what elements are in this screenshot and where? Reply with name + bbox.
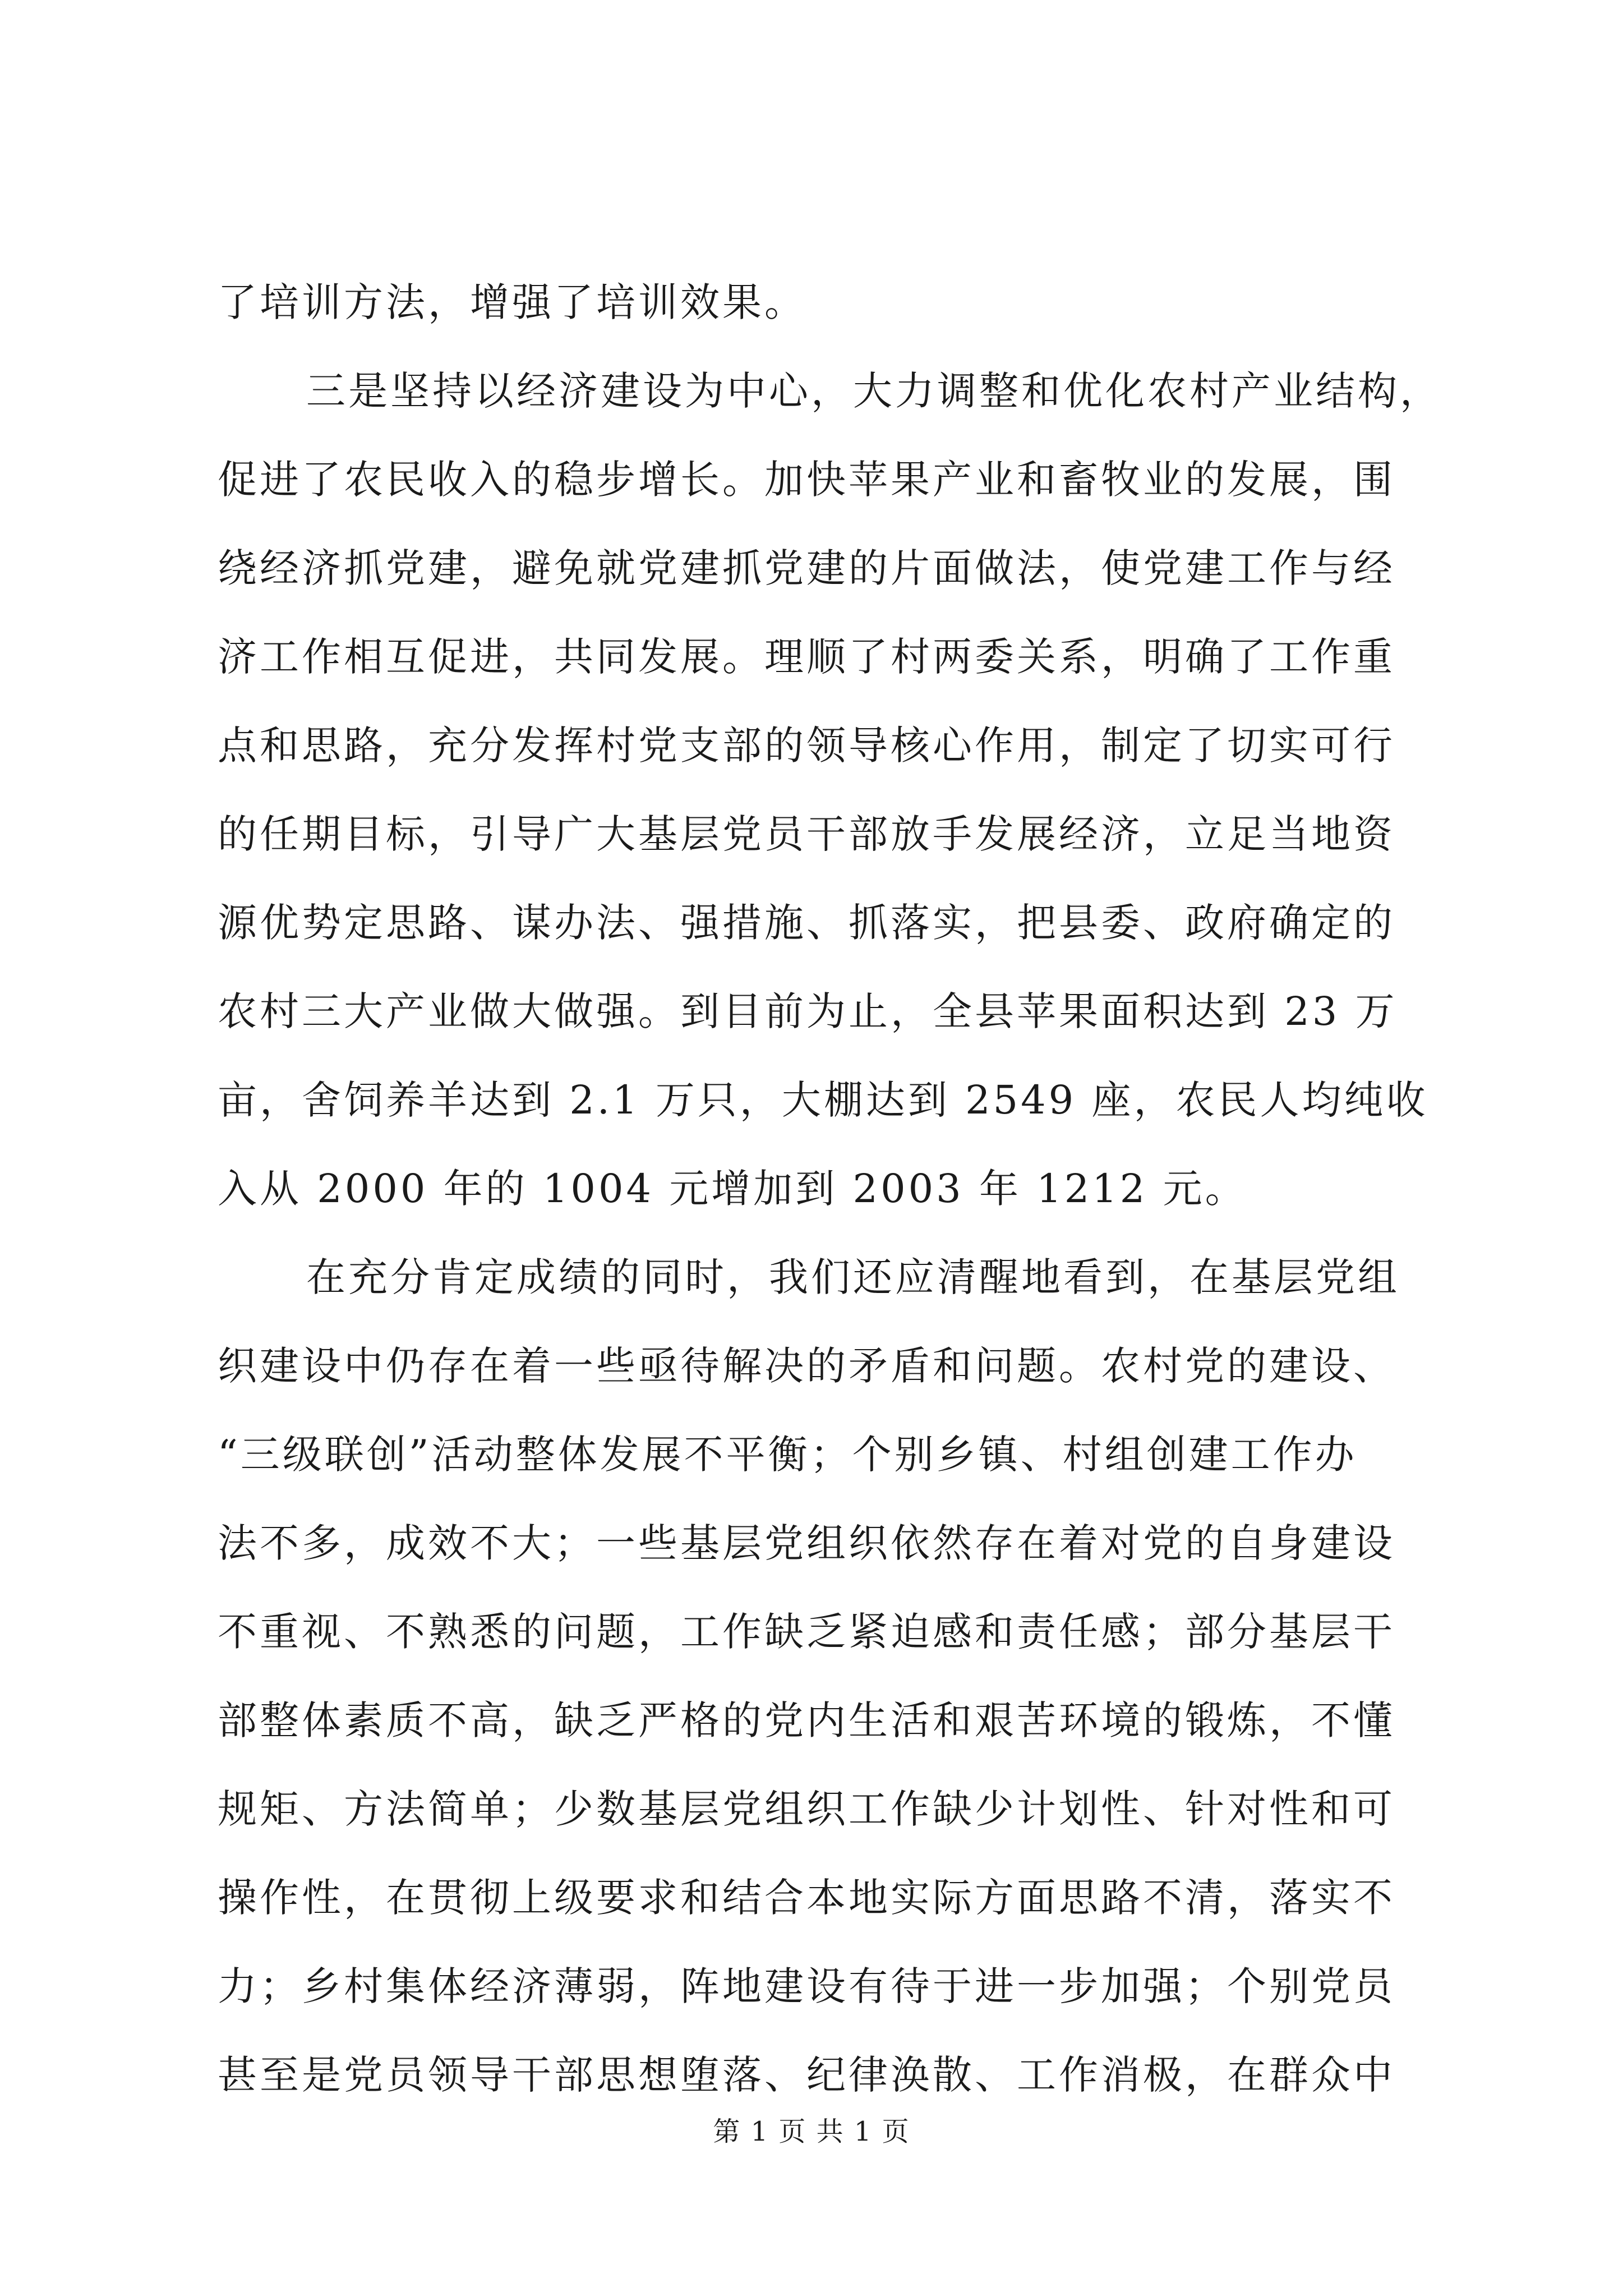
text-line: 不重视、不熟悉的问题，工作缺乏紧迫感和责任感；部分基层干 bbox=[218, 1609, 1395, 1655]
text-line: 源优势定思路、谋办法、强措施、抓落实，把县委、政府确定的 bbox=[218, 900, 1395, 946]
text-line: 规矩、方法简单；少数基层党组织工作缺少计划性、针对性和可 bbox=[218, 1786, 1395, 1832]
text-line: 入从 2000 年的 1004 元增加到 2003 年 1212 元。 bbox=[218, 1166, 1247, 1212]
paragraph-start-line: 在充分肯定成绩的同时，我们还应清醒地看到，在基层党组 bbox=[306, 1254, 1400, 1300]
text-line: 法不多，成效不大；一些基层党组织依然存在着对党的自身建设 bbox=[218, 1520, 1395, 1566]
text-line: 绕经济抓党建，避免就党建抓党建的片面做法，使党建工作与经 bbox=[218, 545, 1395, 591]
text-line: “三级联创”活动整体发展不平衡；个别乡镇、村组创建工作办 bbox=[218, 1432, 1357, 1478]
document-body bbox=[218, 258, 1451, 2119]
text-line: 部整体素质不高，缺乏严格的党内生活和艰苦环境的锻炼，不懂 bbox=[218, 1697, 1395, 1743]
text-line: 促进了农民收入的稳步增长。加快苹果产业和畜牧业的发展，围 bbox=[218, 457, 1395, 503]
text-line: 的任期目标，引导广大基层党员干部放手发展经济，立足当地资 bbox=[218, 811, 1395, 857]
text-line: 点和思路，充分发挥村党支部的领导核心作用，制定了切实可行 bbox=[218, 723, 1395, 769]
text-line: 甚至是党员领导干部思想堕落、纪律涣散、工作消极，在群众中 bbox=[218, 2052, 1395, 2098]
text-line: 了培训方法，增强了培训效果。 bbox=[218, 279, 806, 325]
page-number-footer: 第 1 页 共 1 页 bbox=[713, 2116, 910, 2147]
text-line: 织建设中仍存在着一些亟待解决的矛盾和问题。农村党的建设、 bbox=[218, 1343, 1395, 1389]
text-line: 力；乡村集体经济薄弱，阵地建设有待于进一步加强；个别党员 bbox=[218, 1963, 1395, 2009]
text-line: 农村三大产业做大做强。到目前为止，全县苹果面积达到 23 万 bbox=[218, 988, 1398, 1034]
paragraph-start-line: 三是坚持以经济建设为中心，大力调整和优化农村产业结构， bbox=[306, 368, 1442, 414]
text-line: 操作性，在贯彻上级要求和结合本地实际方面思路不清，落实不 bbox=[218, 1875, 1395, 1921]
text-line: 济工作相互促进，共同发展。理顺了村两委关系，明确了工作重 bbox=[218, 634, 1395, 680]
text-line: 亩，舍饲养羊达到 2.1 万只，大棚达到 2549 座，农民人均纯收 bbox=[218, 1077, 1428, 1123]
